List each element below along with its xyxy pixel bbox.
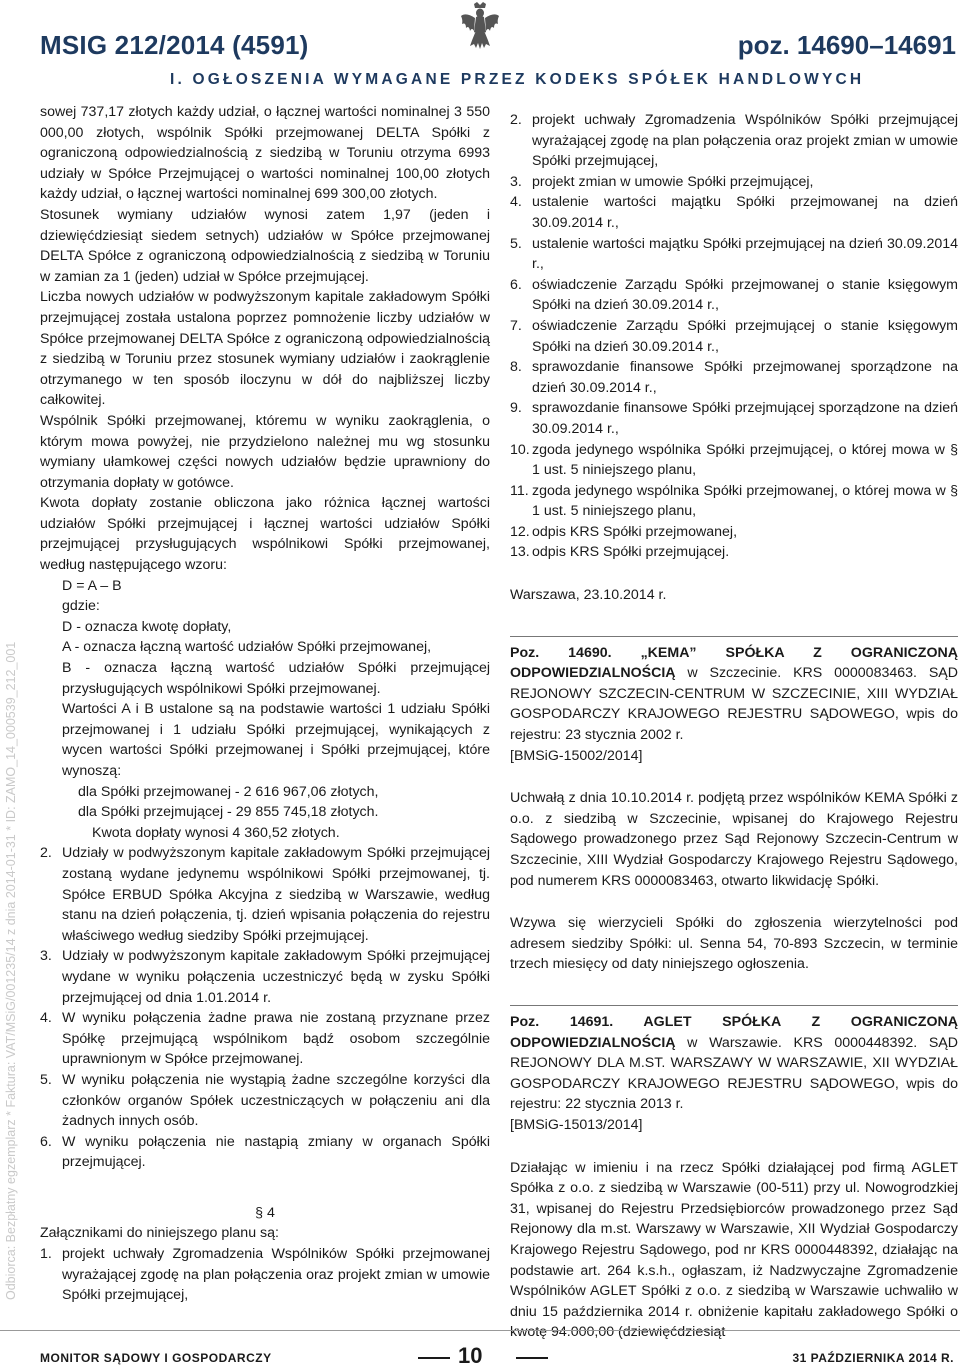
list-item: 12. odpis KRS Spółki przejmowanej, — [510, 523, 738, 540]
total-line: Kwota dopłaty wynosi 4 360,52 złotych. — [92, 824, 340, 841]
paragraph: Stosunek wymiany udziałów wynosi zatem 1,97 (jeden i dziewięćdziesiąt siedem setnych) udziałów w Spółce przejmowanej DELTA Spółce z ograniczoną odpowiedzialnością z siedzibą w Toruniu w zamian za 1 (jeden) udział w Spółce przejmującej. — [40, 206, 490, 285]
valuation-line: dla Spółki przejmowanej - 2 616 967,06 złotych, — [78, 783, 379, 800]
numbered-list — [40, 843, 490, 1173]
paragraph: Wspólnik Spółki przejmowanej, któremu w wyniku zaokrąglenia, o którym mowa powyżej, nie przydzielono należnej mu wg stosunku wymiany ułamkowej części nowych udziałów będzie uprawniony do otrzymania dopłaty w gotówce. — [40, 412, 490, 491]
list-item: 3. projekt zmian w umowie Spółki przejmującej, — [510, 173, 814, 190]
definition-d: D - oznacza kwotę dopłaty, — [62, 618, 232, 635]
notice-ref: [BMSiG-15002/2014] — [510, 747, 643, 764]
section-marker: § 4 — [255, 1204, 275, 1221]
list-item: 2. Udziały w podwyższonym kapitale zakładowym Spółki przejmującej zostaną wydane jedynemu wspólnikowi Spółki przejmowanej, tj. Spółce ERBUD Spółka Akcyjna z siedzibą w Warszawie, według stanu na dzień połączenia, tj. dzień wpisania połączenia do rejestru właściwego według siedziby Spółki przejmującej. — [40, 845, 490, 944]
paragraph: sowej 737,17 złotych każdy udział, o łącznej wartości nominalnej 3 550 000,00 złotych, wspólnik Spółki przejmowanej DELTA Spółki z ograniczoną odpowiedzialnością z siedzibą w Toruniu otrzyma 6993 udziały w Spółce Przejmującej o wartości nominalnej 100,00 złotych każdy udział, o łącznej wartości nominalnej 699 300,00 złotych. — [40, 104, 490, 203]
list-item: 2. projekt uchwały Zgromadzenia Wspólników Spółki przejmującej wyrażającej zgodę na plan połączenia oraz projekt zmian w umowie Spółki przejmującej, — [510, 112, 958, 170]
polish-eagle-icon — [460, 2, 500, 50]
list-item: 8. sprawozdanie finansowe Spółki przejmowanej sporządzone na dzień 30.09.2014 r., — [510, 359, 958, 396]
page-footer — [0, 1330, 960, 1369]
attachments-list — [510, 110, 958, 563]
entry-range: poz. 14690–14691 — [737, 30, 956, 60]
paragraph: Wartości A i B ustalone są na podstawie wartości 1 udziału Spółki przejmowanej i 1 udziału Spółki przejmującej, wynikających z wycen wartości Spółki przejmowanej i Spółki przejmującej, które wynoszą: — [62, 701, 490, 779]
attachments-list — [40, 1244, 490, 1306]
list-item: 7. oświadczenie Zarządu Spółki przejmującej o stanie księgowym Spółki na dzień 30.09.2014 r., — [510, 317, 958, 355]
publication-name: MONITOR SĄDOWY I GOSPODARCZY — [40, 1351, 272, 1365]
list-item: 13. odpis KRS Spółki przejmującej. — [510, 544, 730, 561]
formula: D = A – B — [62, 577, 122, 594]
right-column — [510, 110, 958, 1343]
list-item: 3. Udziały w podwyższonym kapitale zakładowym Spółki przejmującej wydane w wyniku połączenia uczestniczyć będą w zysku Spółki przejmującej od dnia 1.01.2014 r. — [40, 948, 490, 1006]
list-item: 4. ustalenie wartości majątku Spółki przejmowanej na dzień 30.09.2014 r., — [510, 194, 958, 231]
list-item: 5. ustalenie wartości majątku Spółki przejmującej na dzień 30.09.2014 r., — [510, 235, 958, 273]
issue-date: 31 PAŹDZIERNIKA 2014 R. — [792, 1351, 954, 1365]
definition-b: B - oznacza łączną wartość udziałów Spółki przejmującej przysługujących wspólnikowi Spółki przejmowanej. — [62, 660, 490, 697]
list-item: 6. W wyniku połączenia nie nastąpią zmiany w organach Spółki przejmującej. — [40, 1133, 490, 1171]
place-date: Warszawa, 23.10.2014 r. — [510, 587, 667, 604]
list-item: 10. zgoda jedynego wspólnika Spółki przejmującej, o której mowa w § 1 ust. 5 niniejszego planu, — [510, 441, 958, 479]
footer-rule — [418, 1357, 450, 1359]
paragraph: Kwota dopłaty zostanie obliczona jako różnica łącznej wartości udziałów Spółki przejmującej i łącznej wartości udziałów Spółki przejmującej przysługujących wspólnikowi Spółki przejmowanej, według następującego wzoru: — [40, 495, 490, 574]
notice-14691-header — [510, 1005, 958, 1136]
list-item: 9. sprawozdanie finansowe Spółki przejmującej sporządzone na dzień 30.09.2014 r., — [510, 400, 958, 437]
list-item: 11. zgoda jedynego wspólnika Spółki przejmowanej, o której mowa w § 1 ust. 5 niniejszego planu, — [510, 482, 958, 520]
notice-body: Wzywa się wierzycieli Spółki do zgłoszenia wierzytelności pod adresem siedziby Spółki: ul. Senna 54, 70-893 Szczecin, w terminie trzech miesięcy od daty niniejszego ogłoszenia. — [510, 915, 958, 973]
notice-registry: w Szczecinie. KRS 0000083463. SĄD REJONOWY SZCZECIN-CENTRUM W SZCZECINIE, XIII WYDZIAŁ GOSPODARCZY KRAJOWEGO REJESTRU SĄDOWEGO, wpis do rejestru: 23 stycznia 2002 r. — [510, 665, 958, 744]
notice-body: Działając w imieniu i na rzecz Spółki działającej pod firmą AGLET Spółka z o.o. z siedzibą w Warszawie (00-511) przy ul. Nowogrodzkiej 31, wpisanej do Rejestru Przedsiębiorców prowadzonego przez Sąd Rejonowy dla m.st. Warszawy w Warszawie, XII Wydział Gospodarczy Krajowego Rejestru Sądowego, pod nr KRS 0000448392, działając na podstawie art. 264 k.s.h., ogłaszam, iż Nadzwyczajne Zgromadzenie Wspólników AGLET Spółki z o.o. z siedzibą w Warszawie uchwaliło w dniu 15 października 2014 r. obniżenie kapitału zakładowego Spółki o kwotę 94.000,00 (dziewięćdziesiąt — [510, 1159, 958, 1341]
notice-14690-header — [510, 636, 958, 767]
footer-rule — [516, 1357, 548, 1359]
recipient-watermark: Odbiorca: Bezpłatny egzemplarz * Faktura: VAT/MSiG/001235/14 z dnia 2014-01-31 * ID: ZAMO_14_000539_212_001 — [4, 641, 18, 1300]
list-item: 5. W wyniku połączenia nie wystąpią żadne szczególne korzyści dla członków organów Spółek uczestniczących w połączeniu ani dla żadnych innych osób. — [40, 1071, 490, 1130]
page-number: 10 — [458, 1343, 483, 1368]
notice-ref: [BMSiG-15013/2014] — [510, 1116, 643, 1133]
attachments-intro: Załącznikami do niniejszego planu są: — [40, 1225, 279, 1242]
formula-where: gdzie: — [62, 598, 100, 615]
notice-registry: w Warszawie. KRS 0000448392. SĄD REJONOWY DLA M.ST. WARSZAWY W WARSZAWIE, XII WYDZIAŁ GOSPODARCZY KRAJOWEGO REJESTRU SĄDOWEGO, wpis do rejestru: 22 stycznia 2013 r. — [510, 1034, 958, 1113]
valuation-line: dla Spółki przejmującej - 29 855 745,18 złotych. — [78, 804, 379, 821]
section-title: I. OGŁOSZENIA WYMAGANE PRZEZ KODEKS SPÓŁEK HANDLOWYCH — [170, 71, 865, 88]
notice-body: Uchwałą z dnia 10.10.2014 r. podjętą przez wspólników KEMA Spółki z o.o. z siedzibą w Szczecinie, wpisanej do Krajowego Rejestru Sądowego prowadzonego przez Sąd Rejonowy Szczecin-Centrum w Szczecinie, XIII Wydział Gospodarczy Krajowego Rejestru Sądowego, pod numerem KRS 0000083463, otwarto likwidację Spółki. — [510, 790, 958, 889]
list-item: 6. oświadczenie Zarządu Spółki przejmowanej o stanie księgowym Spółki na dzień 30.09.2014 r., — [510, 276, 958, 314]
paragraph: Liczba nowych udziałów w podwyższonym kapitale zakładowym Spółki przejmującej została ustalona poprzez pomnożenie liczby udziałów w Spółce przejmowanej DELTA Spółce z ograniczoną odpowiedzialnością z siedzibą w Toruniu przez stosunek wymiany udziałów i zaokrąglenie otrzymanego w ten sposób iloczynu w dół do najbliższej liczby całkowitej. — [40, 289, 490, 409]
journal-issue: MSIG 212/2014 (4591) — [40, 30, 309, 60]
list-item: 1. projekt uchwały Zgromadzenia Wspólników Spółki przejmowanej wyrażającej zgodę na plan połączenia oraz projekt zmian w umowie Spółki przejmującej, — [40, 1246, 490, 1304]
notice-title: Poz. 14690. „KEMA” SPÓŁKA Z OGRANICZONĄ ODPOWIEDZIALNOŚCIĄ — [510, 644, 958, 682]
left-column — [40, 102, 490, 1306]
definition-a: A - oznacza łączną wartość udziałów Spółki przejmowanej, — [62, 639, 432, 656]
list-item: 4. W wyniku połączenia żadne prawa nie zostaną przyznane przez Spółkę przejmującą wspólnikom bądź osobom szczególnie uprawnionym w Spółce przejmowanej. — [40, 1010, 490, 1068]
notice-title: Poz. 14691. AGLET SPÓŁKA Z OGRANICZONĄ ODPOWIEDZIALNOŚCIĄ — [510, 1013, 958, 1051]
